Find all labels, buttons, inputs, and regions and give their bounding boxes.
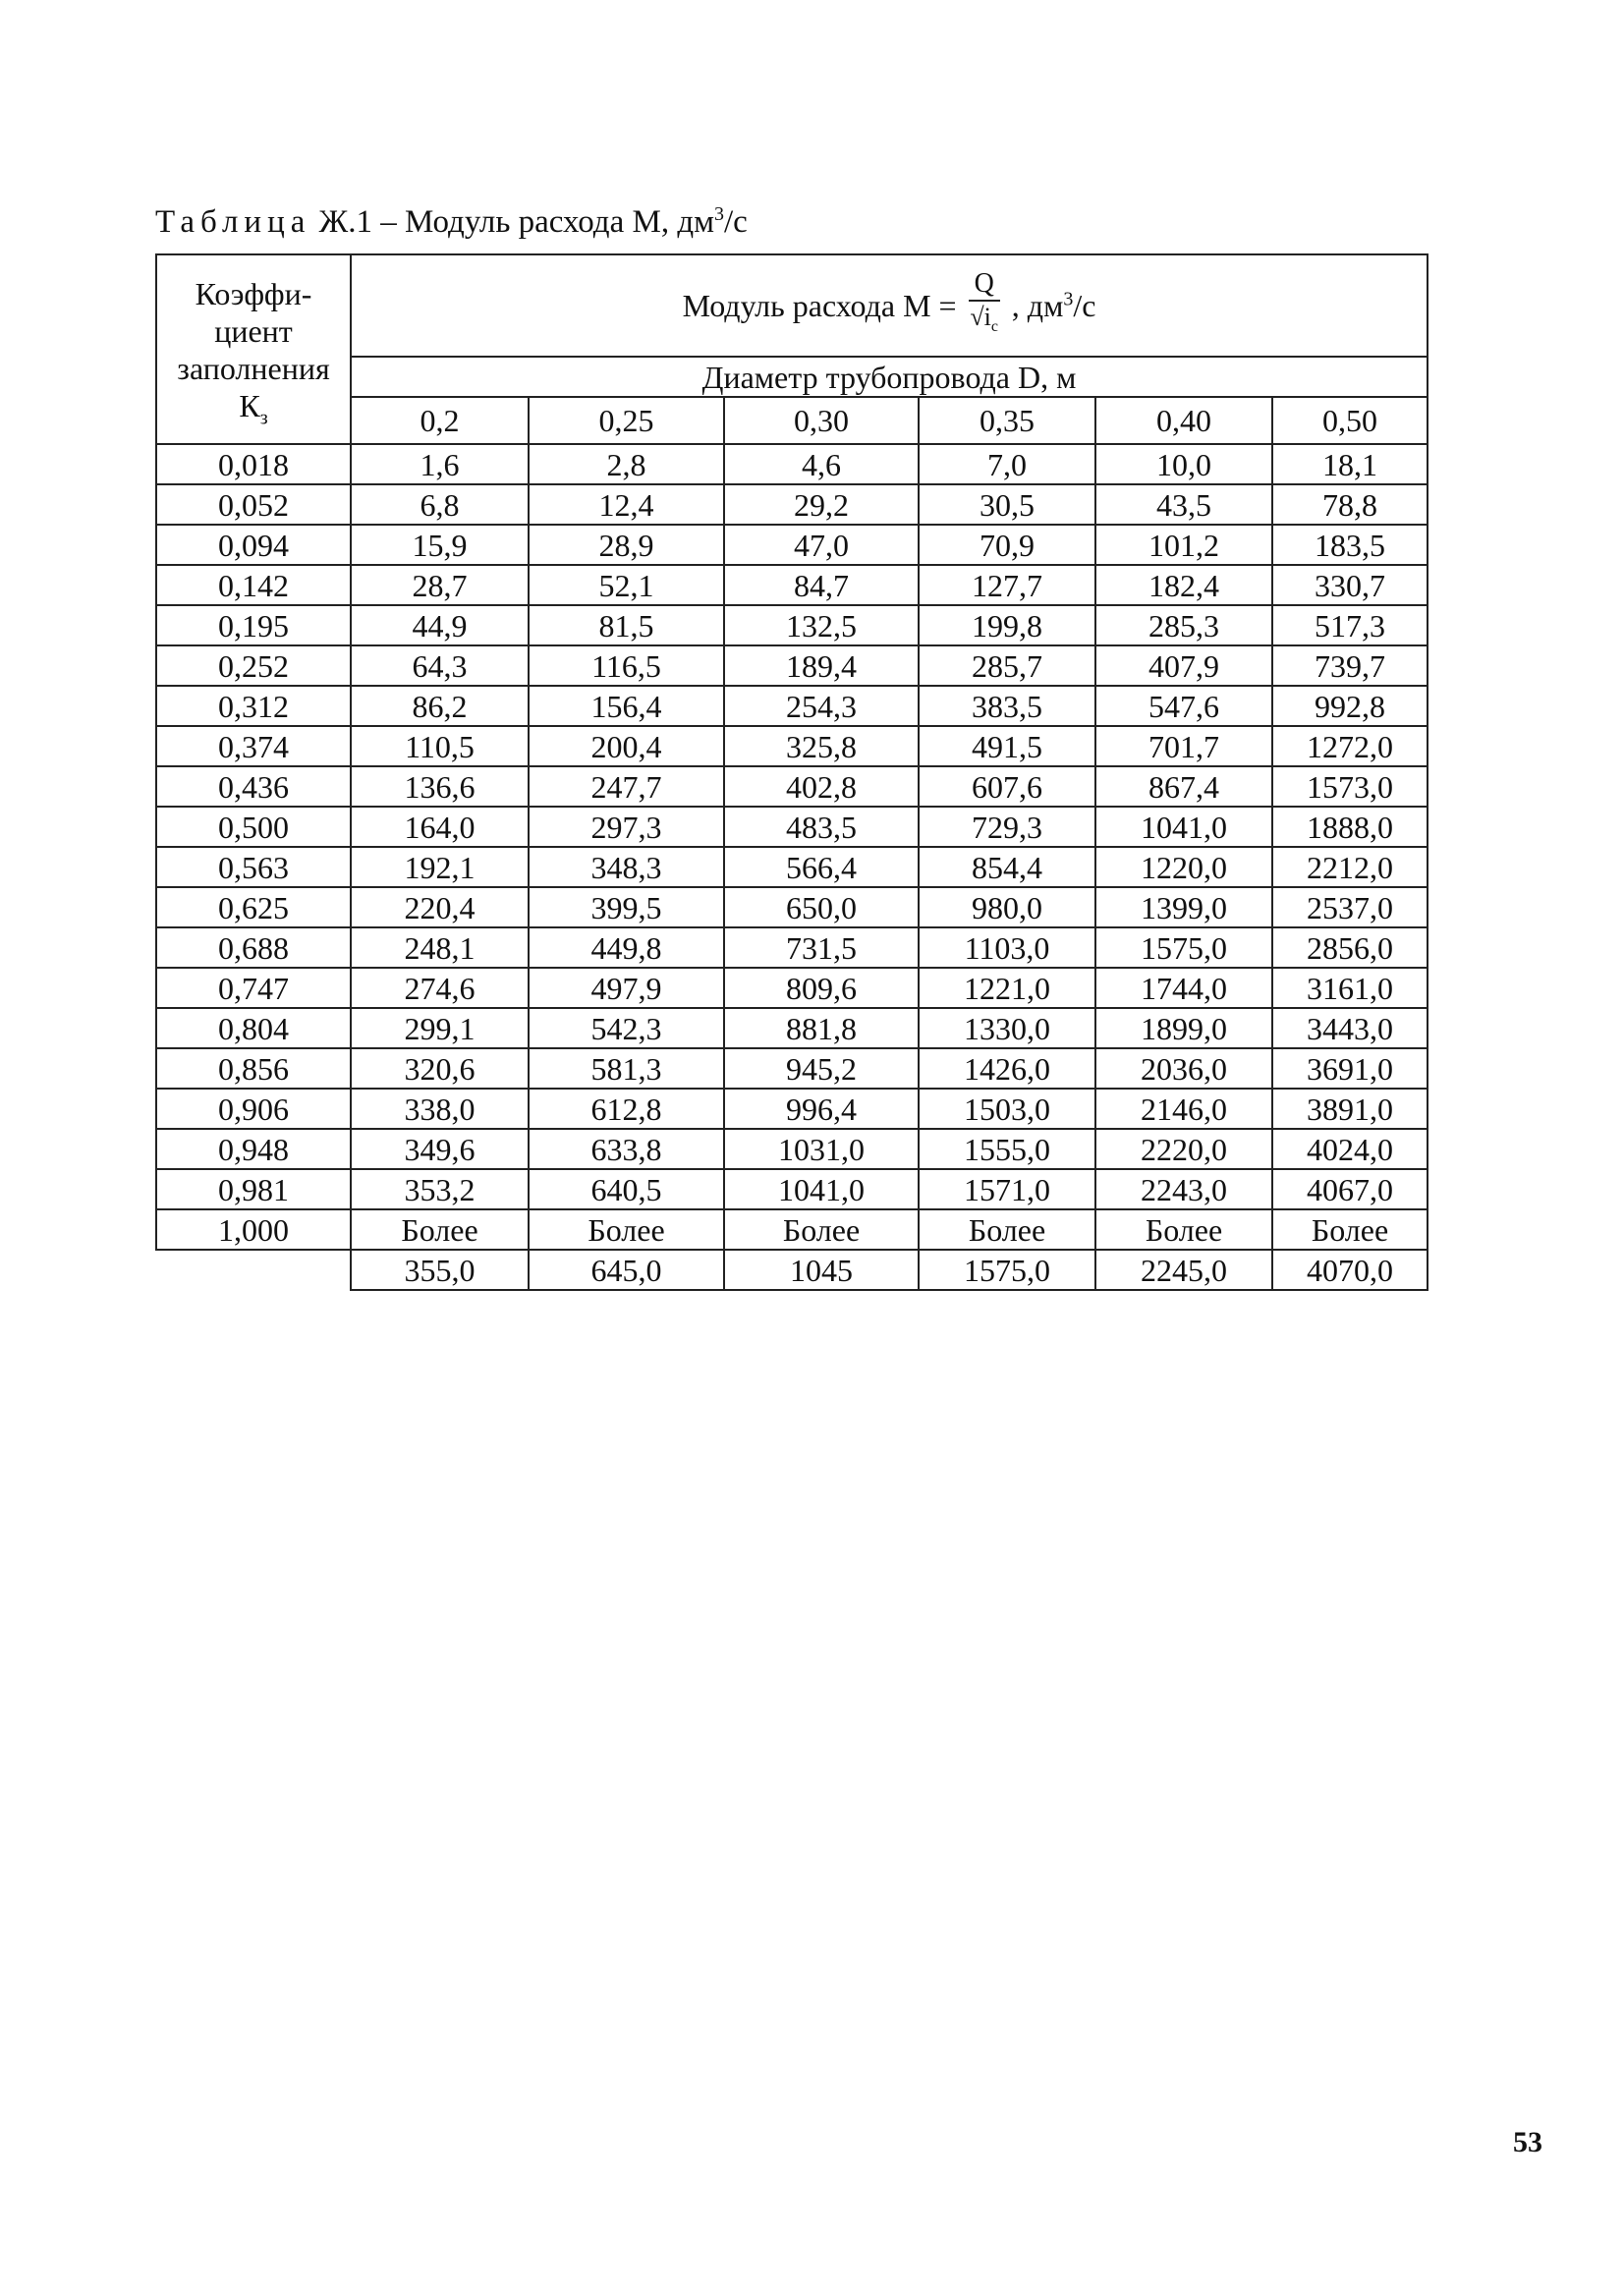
modulus-cell: 612,8 [529, 1089, 724, 1129]
modulus-cell: 1744,0 [1095, 968, 1272, 1008]
header-row-formula [156, 254, 1428, 357]
modulus-cell: 640,5 [529, 1169, 724, 1209]
modulus-cell: 996,4 [724, 1089, 919, 1129]
modulus-cell: 4024,0 [1272, 1129, 1428, 1169]
modulus-cell: 607,6 [919, 766, 1095, 807]
modulus-cell: 1041,0 [724, 1169, 919, 1209]
modulus-cell: 4070,0 [1272, 1250, 1428, 1290]
modulus-cell: 192,1 [351, 847, 529, 887]
modulus-cell: 285,3 [1095, 605, 1272, 645]
modulus-cell: 3891,0 [1272, 1089, 1428, 1129]
modulus-cell: 247,7 [529, 766, 724, 807]
modulus-cell: 2146,0 [1095, 1089, 1272, 1129]
modulus-cell: 182,4 [1095, 565, 1272, 605]
modulus-cell: 330,7 [1272, 565, 1428, 605]
modulus-cell: 299,1 [351, 1008, 529, 1048]
modulus-cell: 402,8 [724, 766, 919, 807]
modulus-cell: 320,6 [351, 1048, 529, 1089]
modulus-cell: 497,9 [529, 968, 724, 1008]
modulus-cell: 4,6 [724, 444, 919, 484]
caption-number: Ж.1 [318, 204, 372, 240]
table-row [156, 887, 1428, 927]
modulus-cell: 1575,0 [919, 1250, 1095, 1290]
table-row [156, 726, 1428, 766]
corner-header [156, 254, 351, 444]
fill-coefficient-cell: 0,747 [156, 968, 351, 1008]
modulus-cell: Более [724, 1209, 919, 1250]
table-row [156, 927, 1428, 968]
modulus-cell: 1272,0 [1272, 726, 1428, 766]
modulus-cell: 70,9 [919, 525, 1095, 565]
modulus-cell: 2245,0 [1095, 1250, 1272, 1290]
modulus-cell: 3161,0 [1272, 968, 1428, 1008]
modulus-cell: 2220,0 [1095, 1129, 1272, 1169]
modulus-cell: Более [1095, 1209, 1272, 1250]
modulus-cell: 110,5 [351, 726, 529, 766]
modulus-cell: 1555,0 [919, 1129, 1095, 1169]
modulus-cell: 1,6 [351, 444, 529, 484]
modulus-cell: 1426,0 [919, 1048, 1095, 1089]
modulus-cell: 739,7 [1272, 645, 1428, 686]
diameter-cell: 0,50 [1272, 397, 1428, 444]
modulus-cell: 645,0 [529, 1250, 724, 1290]
fill-coefficient-cell: 0,312 [156, 686, 351, 726]
modulus-cell: 701,7 [1095, 726, 1272, 766]
modulus-cell: 881,8 [724, 1008, 919, 1048]
fill-coefficient-cell: 0,804 [156, 1008, 351, 1048]
fill-coefficient-cell: 0,052 [156, 484, 351, 525]
formula-prefix: Модуль расхода М = [682, 288, 957, 323]
table-row [156, 766, 1428, 807]
modulus-cell: 1503,0 [919, 1089, 1095, 1129]
fill-coefficient-cell: 0,625 [156, 887, 351, 927]
modulus-cell: 1031,0 [724, 1129, 919, 1169]
fill-coefficient-cell: 0,856 [156, 1048, 351, 1089]
modulus-cell: Более [351, 1209, 529, 1250]
table-row [156, 968, 1428, 1008]
fill-coefficient-cell: 0,252 [156, 645, 351, 686]
table-row [156, 645, 1428, 686]
table-row [156, 1089, 1428, 1129]
corner-line: Коэффи- [195, 275, 312, 311]
modulus-cell: 164,0 [351, 807, 529, 847]
modulus-cell: 18,1 [1272, 444, 1428, 484]
modulus-cell: 116,5 [529, 645, 724, 686]
table-row [156, 807, 1428, 847]
modulus-cell: 2,8 [529, 444, 724, 484]
modulus-cell: 353,2 [351, 1169, 529, 1209]
modulus-cell: 1899,0 [1095, 1008, 1272, 1048]
table-row [156, 444, 1428, 484]
modulus-cell: 1330,0 [919, 1008, 1095, 1048]
modulus-cell: 1220,0 [1095, 847, 1272, 887]
modulus-cell: 325,8 [724, 726, 919, 766]
modulus-cell: 101,2 [1095, 525, 1272, 565]
fill-coefficient-cell: 0,018 [156, 444, 351, 484]
modulus-cell: 2243,0 [1095, 1169, 1272, 1209]
table-row [156, 484, 1428, 525]
modulus-cell: 729,3 [919, 807, 1095, 847]
modulus-cell: 297,3 [529, 807, 724, 847]
modulus-cell: 6,8 [351, 484, 529, 525]
modulus-cell: 2212,0 [1272, 847, 1428, 887]
flow-modulus-table [155, 253, 1428, 1291]
modulus-cell: 1221,0 [919, 968, 1095, 1008]
modulus-cell: 867,4 [1095, 766, 1272, 807]
modulus-cell: 355,0 [351, 1250, 529, 1290]
corner-line: заполнения [177, 350, 330, 386]
modulus-cell: 980,0 [919, 887, 1095, 927]
table-row [156, 605, 1428, 645]
modulus-cell: 81,5 [529, 605, 724, 645]
modulus-cell: 274,6 [351, 968, 529, 1008]
diameter-header: Диаметр трубопровода D, м [351, 357, 1428, 397]
modulus-cell: 132,5 [724, 605, 919, 645]
modulus-cell: 650,0 [724, 887, 919, 927]
fill-coefficient-cell: 0,094 [156, 525, 351, 565]
modulus-cell: 29,2 [724, 484, 919, 525]
fill-coefficient-cell: 1,000 [156, 1209, 351, 1250]
modulus-cell: 854,4 [919, 847, 1095, 887]
fill-coefficient-cell: 0,195 [156, 605, 351, 645]
modulus-cell: 200,4 [529, 726, 724, 766]
modulus-cell: 127,7 [919, 565, 1095, 605]
modulus-cell: 491,5 [919, 726, 1095, 766]
modulus-cell: Более [529, 1209, 724, 1250]
table-row [156, 1048, 1428, 1089]
modulus-cell: 28,9 [529, 525, 724, 565]
modulus-cell: 517,3 [1272, 605, 1428, 645]
modulus-cell: 28,7 [351, 565, 529, 605]
modulus-cell: 1573,0 [1272, 766, 1428, 807]
modulus-cell: 1888,0 [1272, 807, 1428, 847]
modulus-cell: Более [919, 1209, 1095, 1250]
modulus-cell: 44,9 [351, 605, 529, 645]
formula-numerator: Q [969, 268, 1000, 302]
fill-coefficient-cell: 0,500 [156, 807, 351, 847]
diameter-cell: 0,25 [529, 397, 724, 444]
modulus-cell: 189,4 [724, 645, 919, 686]
formula-denominator: $√i_с$ [970, 302, 998, 336]
modulus-cell: 399,5 [529, 887, 724, 927]
modulus-cell: Более [1272, 1209, 1428, 1250]
table-row [156, 1129, 1428, 1169]
modulus-cell: 52,1 [529, 565, 724, 605]
formula-unit: , $дм^3/с$ [1011, 288, 1096, 323]
caption-tail: /с [724, 204, 748, 240]
caption-sup: 3 [714, 203, 724, 225]
table-row [156, 1008, 1428, 1048]
modulus-cell: 407,9 [1095, 645, 1272, 686]
modulus-cell: 809,6 [724, 968, 919, 1008]
modulus-cell: 581,3 [529, 1048, 724, 1089]
diameter-cell: 0,40 [1095, 397, 1272, 444]
modulus-cell: 10,0 [1095, 444, 1272, 484]
modulus-cell: 566,4 [724, 847, 919, 887]
modulus-cell: 7,0 [919, 444, 1095, 484]
fill-coefficient-cell: 0,563 [156, 847, 351, 887]
fill-coefficient-cell: 0,142 [156, 565, 351, 605]
modulus-cell: 633,8 [529, 1129, 724, 1169]
table-row [156, 1209, 1428, 1250]
modulus-cell: 86,2 [351, 686, 529, 726]
fill-coefficient-cell: 0,436 [156, 766, 351, 807]
page-number: 53 [1513, 2126, 1542, 2158]
diameter-cell: 0,35 [919, 397, 1095, 444]
modulus-cell: 449,8 [529, 927, 724, 968]
diameter-cell: 0,30 [724, 397, 919, 444]
modulus-cell: 248,1 [351, 927, 529, 968]
modulus-cell: 1041,0 [1095, 807, 1272, 847]
modulus-cell: 3443,0 [1272, 1008, 1428, 1048]
table-caption [155, 204, 748, 241]
fill-coefficient-cell: 0,948 [156, 1129, 351, 1169]
modulus-cell: 483,5 [724, 807, 919, 847]
modulus-cell: 338,0 [351, 1089, 529, 1129]
fill-coefficient-cell: 0,374 [156, 726, 351, 766]
modulus-cell: 183,5 [1272, 525, 1428, 565]
modulus-cell: 383,5 [919, 686, 1095, 726]
modulus-cell: 1575,0 [1095, 927, 1272, 968]
modulus-cell: 547,6 [1095, 686, 1272, 726]
modulus-cell: 731,5 [724, 927, 919, 968]
modulus-cell: 2036,0 [1095, 1048, 1272, 1089]
fill-coefficient-cell: 0,688 [156, 927, 351, 968]
modulus-cell: 945,2 [724, 1048, 919, 1089]
table-row [156, 847, 1428, 887]
fill-coefficient-cell: 0,906 [156, 1089, 351, 1129]
modulus-cell: 84,7 [724, 565, 919, 605]
modulus-cell: 220,4 [351, 887, 529, 927]
modulus-cell: 43,5 [1095, 484, 1272, 525]
modulus-cell: 64,3 [351, 645, 529, 686]
caption-label: Таблица [155, 204, 311, 240]
empty-cell [156, 1250, 351, 1290]
modulus-cell: 2856,0 [1272, 927, 1428, 968]
modulus-cell: 254,3 [724, 686, 919, 726]
modulus-cell: 1103,0 [919, 927, 1095, 968]
modulus-cell: 15,9 [351, 525, 529, 565]
modulus-cell: 285,7 [919, 645, 1095, 686]
modulus-cell: 542,3 [529, 1008, 724, 1048]
modulus-cell: 992,8 [1272, 686, 1428, 726]
fill-coefficient-cell: 0,981 [156, 1169, 351, 1209]
modulus-cell: 47,0 [724, 525, 919, 565]
modulus-cell: 4067,0 [1272, 1169, 1428, 1209]
formula [683, 268, 1096, 343]
formula-fraction [969, 268, 1000, 343]
formula-header [351, 254, 1428, 357]
modulus-cell: 1045 [724, 1250, 919, 1290]
modulus-cell: 1571,0 [919, 1169, 1095, 1209]
modulus-cell: 199,8 [919, 605, 1095, 645]
table-row [156, 1169, 1428, 1209]
table-row [156, 565, 1428, 605]
diameter-cell: 0,2 [351, 397, 529, 444]
modulus-cell: 348,3 [529, 847, 724, 887]
corner-line: циент [214, 312, 293, 349]
corner-line: $К_з$ [239, 387, 268, 428]
modulus-cell: 3691,0 [1272, 1048, 1428, 1089]
caption-text: – Модуль расхода М, дм [380, 204, 714, 240]
modulus-cell: 1399,0 [1095, 887, 1272, 927]
modulus-cell: 156,4 [529, 686, 724, 726]
modulus-cell: 2537,0 [1272, 887, 1428, 927]
table-row-continuation [156, 1250, 1428, 1290]
modulus-cell: 30,5 [919, 484, 1095, 525]
modulus-cell: 349,6 [351, 1129, 529, 1169]
table-row [156, 525, 1428, 565]
modulus-cell: 78,8 [1272, 484, 1428, 525]
modulus-cell: 12,4 [529, 484, 724, 525]
table-row [156, 686, 1428, 726]
modulus-cell: 136,6 [351, 766, 529, 807]
